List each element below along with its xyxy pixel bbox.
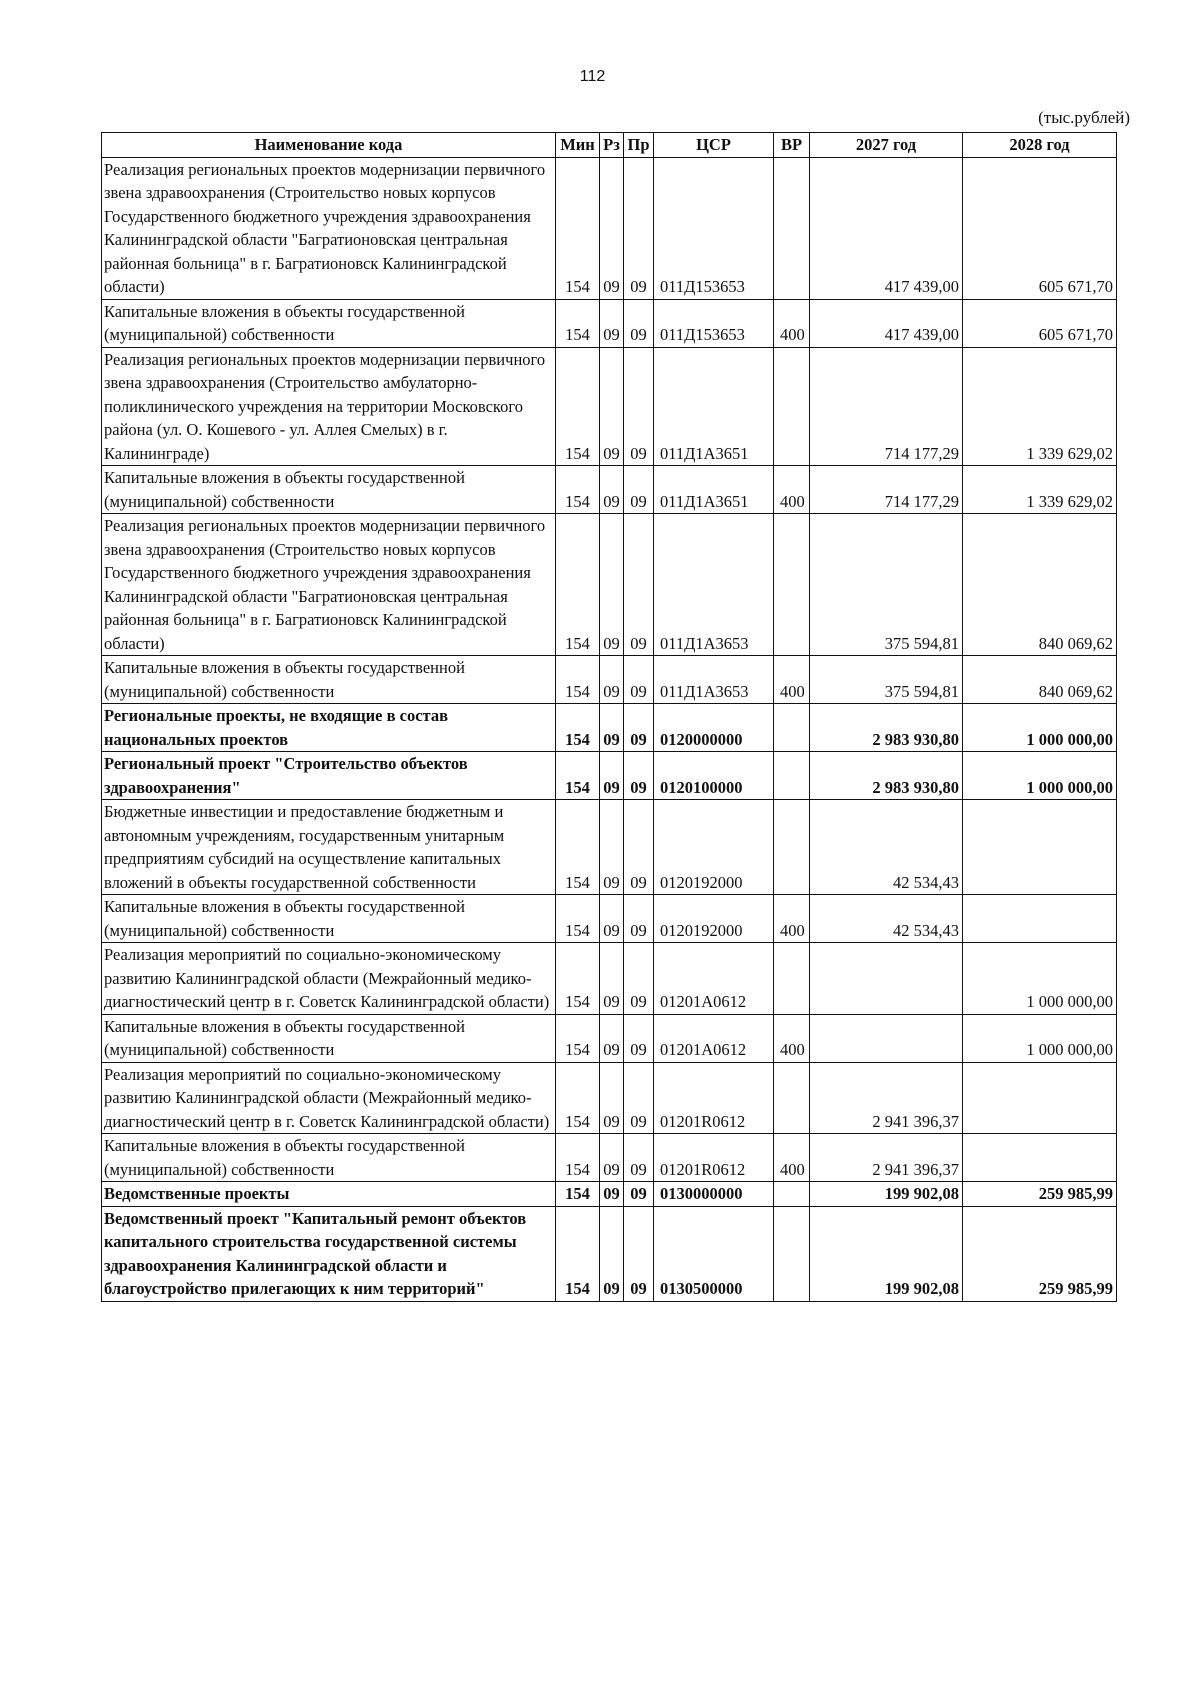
cell-vr xyxy=(774,1206,810,1301)
cell-pr: 09 xyxy=(624,752,654,800)
table-row xyxy=(102,157,1117,299)
cell-vr xyxy=(774,1062,810,1134)
cell-min: 154 xyxy=(556,1206,600,1301)
cell-amount-2027: 714 177,29 xyxy=(810,347,963,466)
cell-rz: 09 xyxy=(600,1182,624,1207)
budget-table xyxy=(101,132,1117,1302)
cell-csr: 01201R0612 xyxy=(654,1134,774,1182)
cell-csr: 0120000000 xyxy=(654,704,774,752)
cell-rz: 09 xyxy=(600,347,624,466)
cell-name: Реализация мероприятий по социально-экономическому развитию Калининградской области (Межрайонный медико-диагностический центр в г. Советск Калининградской области) xyxy=(102,1062,556,1134)
header-name: Наименование кода xyxy=(102,133,556,158)
cell-csr: 011Д153653 xyxy=(654,299,774,347)
cell-name: Капитальные вложения в объекты государственной (муниципальной) собственности xyxy=(102,299,556,347)
cell-pr: 09 xyxy=(624,466,654,514)
cell-pr: 09 xyxy=(624,895,654,943)
cell-min: 154 xyxy=(556,704,600,752)
cell-min: 154 xyxy=(556,752,600,800)
cell-min: 154 xyxy=(556,1182,600,1207)
cell-rz: 09 xyxy=(600,514,624,656)
cell-pr: 09 xyxy=(624,800,654,895)
cell-vr: 400 xyxy=(774,895,810,943)
cell-pr: 09 xyxy=(624,347,654,466)
cell-csr: 0120192000 xyxy=(654,800,774,895)
table-row xyxy=(102,299,1117,347)
cell-csr: 0120192000 xyxy=(654,895,774,943)
header-min: Мин xyxy=(556,133,600,158)
cell-amount-2028: 1 339 629,02 xyxy=(963,466,1117,514)
cell-csr: 0130000000 xyxy=(654,1182,774,1207)
cell-amount-2027: 42 534,43 xyxy=(810,800,963,895)
cell-name: Реализация региональных проектов модернизации первичного звена здравоохранения (Строительство новых корпусов Государственного бюджетного учреждения здравоохранения Калининградской области "Багратионовская центральная районная больница" в г. Багратионовск Калининградской области) xyxy=(102,157,556,299)
cell-pr: 09 xyxy=(624,1014,654,1062)
cell-vr: 400 xyxy=(774,466,810,514)
cell-csr: 0130500000 xyxy=(654,1206,774,1301)
cell-pr: 09 xyxy=(624,704,654,752)
cell-amount-2028: 1 339 629,02 xyxy=(963,347,1117,466)
table-row xyxy=(102,347,1117,466)
header-year-2027: 2027 год xyxy=(810,133,963,158)
table-row xyxy=(102,1182,1117,1207)
cell-vr xyxy=(774,704,810,752)
cell-vr xyxy=(774,943,810,1015)
cell-amount-2027: 2 983 930,80 xyxy=(810,752,963,800)
cell-amount-2028: 605 671,70 xyxy=(963,299,1117,347)
cell-vr xyxy=(774,1182,810,1207)
cell-vr: 400 xyxy=(774,1014,810,1062)
cell-amount-2027: 2 941 396,37 xyxy=(810,1062,963,1134)
cell-amount-2028: 605 671,70 xyxy=(963,157,1117,299)
cell-amount-2027 xyxy=(810,943,963,1015)
table-row xyxy=(102,1206,1117,1301)
cell-amount-2028 xyxy=(963,800,1117,895)
cell-vr xyxy=(774,347,810,466)
table-row xyxy=(102,704,1117,752)
cell-name: Региональные проекты, не входящие в состав национальных проектов xyxy=(102,704,556,752)
cell-pr: 09 xyxy=(624,514,654,656)
cell-csr: 0120100000 xyxy=(654,752,774,800)
table-row xyxy=(102,943,1117,1015)
cell-amount-2027: 42 534,43 xyxy=(810,895,963,943)
cell-rz: 09 xyxy=(600,895,624,943)
header-csr: ЦСР xyxy=(654,133,774,158)
table-body xyxy=(102,157,1117,1301)
cell-name: Региональный проект "Строительство объектов здравоохранения" xyxy=(102,752,556,800)
cell-amount-2028: 1 000 000,00 xyxy=(963,704,1117,752)
cell-amount-2027: 417 439,00 xyxy=(810,299,963,347)
cell-pr: 09 xyxy=(624,943,654,1015)
cell-rz: 09 xyxy=(600,1062,624,1134)
header-vr: ВР xyxy=(774,133,810,158)
cell-vr xyxy=(774,157,810,299)
cell-name: Реализация мероприятий по социально-экономическому развитию Калининградской области (Межрайонный медико-диагностический центр в г. Советск Калининградской области) xyxy=(102,943,556,1015)
cell-csr: 011Д1А3651 xyxy=(654,466,774,514)
cell-min: 154 xyxy=(556,514,600,656)
table-row xyxy=(102,752,1117,800)
cell-min: 154 xyxy=(556,656,600,704)
cell-min: 154 xyxy=(556,299,600,347)
cell-amount-2028: 1 000 000,00 xyxy=(963,752,1117,800)
cell-min: 154 xyxy=(556,895,600,943)
cell-csr: 011Д153653 xyxy=(654,157,774,299)
cell-vr: 400 xyxy=(774,299,810,347)
cell-amount-2028: 1 000 000,00 xyxy=(963,943,1117,1015)
cell-pr: 09 xyxy=(624,1182,654,1207)
cell-min: 154 xyxy=(556,943,600,1015)
cell-min: 154 xyxy=(556,347,600,466)
cell-rz: 09 xyxy=(600,1134,624,1182)
cell-name: Капитальные вложения в объекты государственной (муниципальной) собственности xyxy=(102,895,556,943)
cell-rz: 09 xyxy=(600,1014,624,1062)
table-row xyxy=(102,1062,1117,1134)
cell-amount-2027: 2 941 396,37 xyxy=(810,1134,963,1182)
cell-name: Реализация региональных проектов модернизации первичного звена здравоохранения (Строительство новых корпусов Государственного бюджетного учреждения здравоохранения Калининградской области "Багратионовская центральная районная больница" в г. Багратионовск Калининградской области) xyxy=(102,514,556,656)
cell-rz: 09 xyxy=(600,656,624,704)
cell-rz: 09 xyxy=(600,1206,624,1301)
cell-rz: 09 xyxy=(600,299,624,347)
cell-csr: 01201R0612 xyxy=(654,1062,774,1134)
cell-vr xyxy=(774,752,810,800)
cell-pr: 09 xyxy=(624,299,654,347)
cell-name: Ведомственные проекты xyxy=(102,1182,556,1207)
cell-csr: 011Д1А3651 xyxy=(654,347,774,466)
cell-amount-2027: 199 902,08 xyxy=(810,1206,963,1301)
cell-amount-2028: 259 985,99 xyxy=(963,1206,1117,1301)
units-label: (тыс.рублей) xyxy=(1038,108,1130,127)
cell-rz: 09 xyxy=(600,752,624,800)
cell-vr: 400 xyxy=(774,656,810,704)
cell-min: 154 xyxy=(556,1134,600,1182)
cell-name: Бюджетные инвестиции и предоставление бюджетным и автономным учреждениям, государственным унитарным предприятиям субсидий на осуществление капитальных вложений в объекты государственной собственности xyxy=(102,800,556,895)
cell-amount-2027: 375 594,81 xyxy=(810,514,963,656)
cell-amount-2028 xyxy=(963,895,1117,943)
cell-name: Ведомственный проект "Капитальный ремонт объектов капитального строительства государственной системы здравоохранения Калининградской области и благоустройство прилегающих к ним территорий" xyxy=(102,1206,556,1301)
page-number: 112 xyxy=(579,68,606,85)
cell-vr: 400 xyxy=(774,1134,810,1182)
cell-min: 154 xyxy=(556,1014,600,1062)
cell-amount-2028: 840 069,62 xyxy=(963,514,1117,656)
cell-amount-2027: 375 594,81 xyxy=(810,656,963,704)
table-header-row xyxy=(102,133,1117,158)
table-row xyxy=(102,466,1117,514)
cell-min: 154 xyxy=(556,1062,600,1134)
cell-amount-2027: 714 177,29 xyxy=(810,466,963,514)
cell-amount-2027: 199 902,08 xyxy=(810,1182,963,1207)
cell-pr: 09 xyxy=(624,157,654,299)
cell-amount-2028 xyxy=(963,1062,1117,1134)
cell-pr: 09 xyxy=(624,1134,654,1182)
cell-name: Капитальные вложения в объекты государственной (муниципальной) собственности xyxy=(102,1134,556,1182)
cell-pr: 09 xyxy=(624,1062,654,1134)
cell-amount-2028 xyxy=(963,1134,1117,1182)
cell-amount-2028: 259 985,99 xyxy=(963,1182,1117,1207)
cell-name: Капитальные вложения в объекты государственной (муниципальной) собственности xyxy=(102,1014,556,1062)
cell-csr: 01201А0612 xyxy=(654,943,774,1015)
cell-rz: 09 xyxy=(600,466,624,514)
cell-name: Капитальные вложения в объекты государственной (муниципальной) собственности xyxy=(102,656,556,704)
cell-amount-2028: 1 000 000,00 xyxy=(963,1014,1117,1062)
cell-rz: 09 xyxy=(600,157,624,299)
cell-min: 154 xyxy=(556,466,600,514)
header-pr: Пр xyxy=(624,133,654,158)
cell-csr: 011Д1А3653 xyxy=(654,656,774,704)
table-row xyxy=(102,895,1117,943)
header-rz: Рз xyxy=(600,133,624,158)
cell-vr xyxy=(774,800,810,895)
cell-vr xyxy=(774,514,810,656)
cell-amount-2028: 840 069,62 xyxy=(963,656,1117,704)
cell-rz: 09 xyxy=(600,704,624,752)
cell-name: Реализация региональных проектов модернизации первичного звена здравоохранения (Строительство амбулаторно-поликлинического учреждения на территории Московского района (ул. О. Кошевого - ул. Аллея Смелых) в г. Калининграде) xyxy=(102,347,556,466)
cell-min: 154 xyxy=(556,800,600,895)
cell-min: 154 xyxy=(556,157,600,299)
table-row xyxy=(102,514,1117,656)
cell-rz: 09 xyxy=(600,943,624,1015)
cell-name: Капитальные вложения в объекты государственной (муниципальной) собственности xyxy=(102,466,556,514)
cell-amount-2027: 417 439,00 xyxy=(810,157,963,299)
cell-pr: 09 xyxy=(624,656,654,704)
cell-rz: 09 xyxy=(600,800,624,895)
header-year-2028: 2028 год xyxy=(963,133,1117,158)
cell-amount-2027 xyxy=(810,1014,963,1062)
table-row xyxy=(102,656,1117,704)
cell-amount-2027: 2 983 930,80 xyxy=(810,704,963,752)
cell-csr: 01201А0612 xyxy=(654,1014,774,1062)
table-row xyxy=(102,1014,1117,1062)
table-row xyxy=(102,800,1117,895)
cell-csr: 011Д1А3653 xyxy=(654,514,774,656)
cell-pr: 09 xyxy=(624,1206,654,1301)
table-row xyxy=(102,1134,1117,1182)
